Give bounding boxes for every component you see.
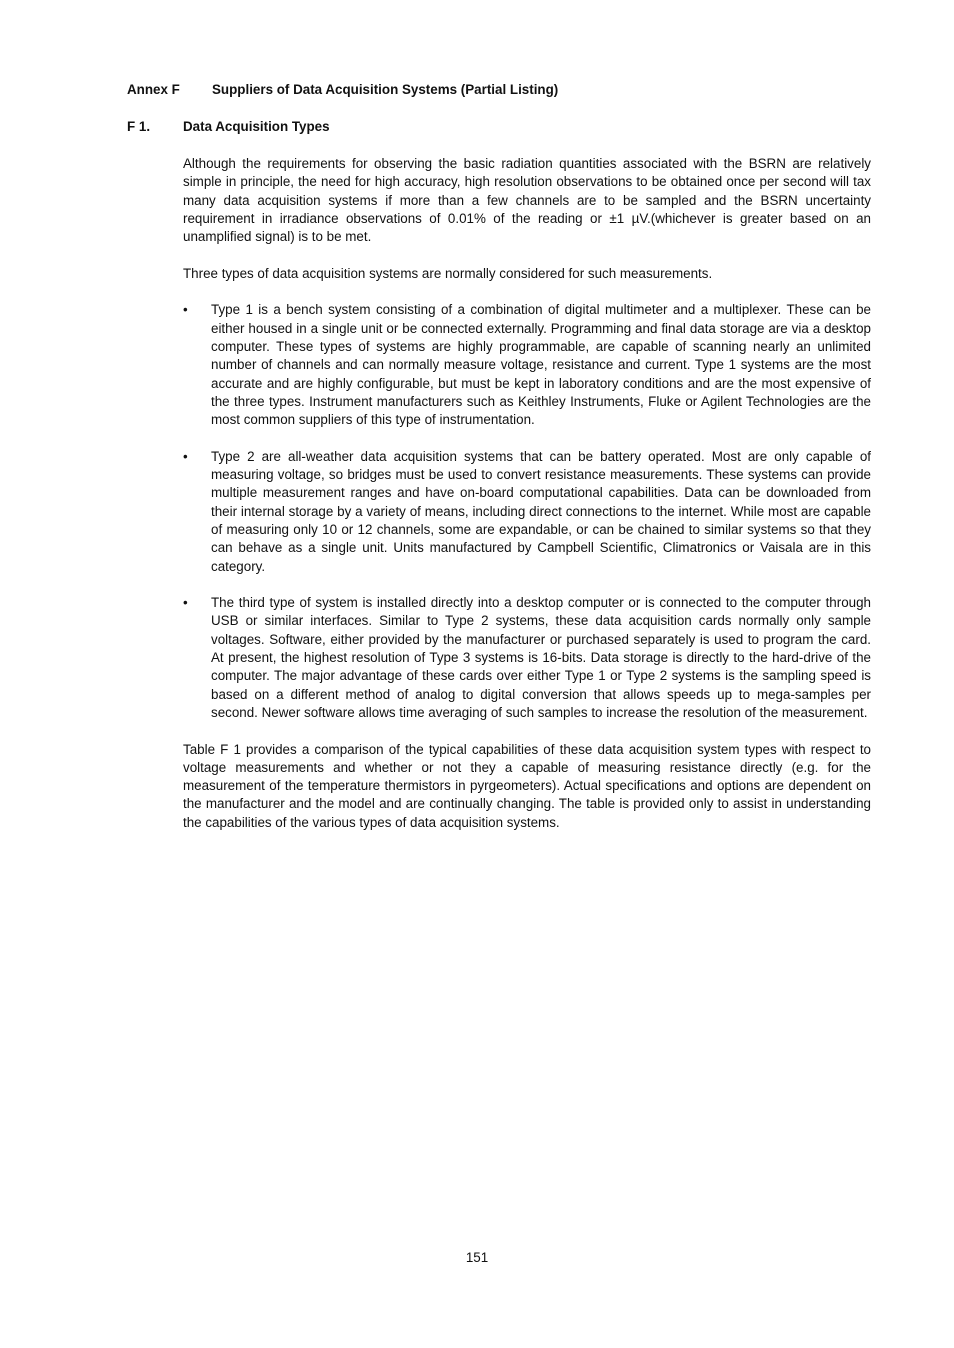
list-item [183,301,871,429]
section-heading [127,119,330,134]
section-number: F 1. [127,119,151,134]
bullet-mark: • [183,595,188,611]
annex-heading [127,82,558,97]
list-item-text: Type 1 is a bench system consisting of a combination of digital multimeter and a multiplexer. These can be either housed in a single unit or be connected externally. Programming and final data storage are via a desktop computer. These types of systems are highly programmable, are capable of scanning nearly an unlimited number of channels and can normally measure voltage, resistance and current. Type 1 systems are the most accurate and are highly configurable, but must be kept in laboratory conditions and are the most expensive of the three types. Instrument manufacturers such as Keithley Instruments, Fluke or Agilent Technologies are the most common suppliers of this type of instrumentation. [211,302,871,428]
annex-title: Suppliers of Data Acquisition Systems (Partial Listing) [212,82,559,97]
list-item-text: Type 2 are all-weather data acquisition systems that can be battery operated. Most are only capable of measuring voltage, so bridges must be used to convert resistance measurements. These systems can provide multiple measurement ranges and have on-board computational capabilities. Data can be downloaded from their internal storage by a variety of means, including direct connections to the internet. While most are capable of measuring only 10 or 12 channels, some are expandable, or can be chained to similar systems so that they can behave as a single unit. Units manufactured by Campbell Scientific, Climatronics or Vaisala are in this category. [211,448,871,574]
section-body [183,155,871,850]
closing-paragraph: Table F 1 provides a comparison of the typical capabilities of these data acquisition system types with respect to voltage measurements and whether or not they a capable of measuring resistance directly (e.g. for the measurement of the temperature thermistors in pyrgeometers). Actual specifications and options are dependent on the manufacturer and the model and are continually changing. The table is provided only to assist in understanding the capabilities of the various types of data acquisition systems. [183,741,871,830]
intro-paragraph: Although the requirements for observing the basic radiation quantities associated with the BSRN are relatively simple in principle, the need for high accuracy, high resolution observations to be obtained once per second will tax many data acquisition systems if more than a few channels are to be sampled and the BSRN uncertainty requirement in irradiance observations of 0.01% of the reading or ±1 µV.(whichever is greater based on an unamplified signal) is to be met. [183,156,871,245]
list-item [183,594,871,722]
bullet-mark: • [183,448,188,464]
bullet-mark: • [183,302,188,318]
types-list [183,301,871,722]
list-item-text: The third type of system is installed directly into a desktop computer or is connected to the computer through USB or similar interfaces. Similar to Type 2 systems, these data acquisition cards normally only sample voltages. Software, either provided by the manufacturer or purchased separately is used to program the card. At present, the highest resolution of Type 3 systems is 16-bits. Data storage is directly to the hard-drive of the computer. The major advantage of these cards over either Type 1 or Type 2 systems is the sampling speed is based on a different method of analog to digital conversion that allows speeds up to mega-samples per second. Newer software allows time averaging of such samples to increase the resolution of the measurement. [211,595,871,720]
section-title: Data Acquisition Types [183,119,330,134]
list-item [183,448,871,576]
page-number: 151 [465,1250,489,1265]
annex-label: Annex F [127,82,180,97]
types-intro-paragraph: Three types of data acquisition systems are normally considered for such measurements. [183,265,713,281]
